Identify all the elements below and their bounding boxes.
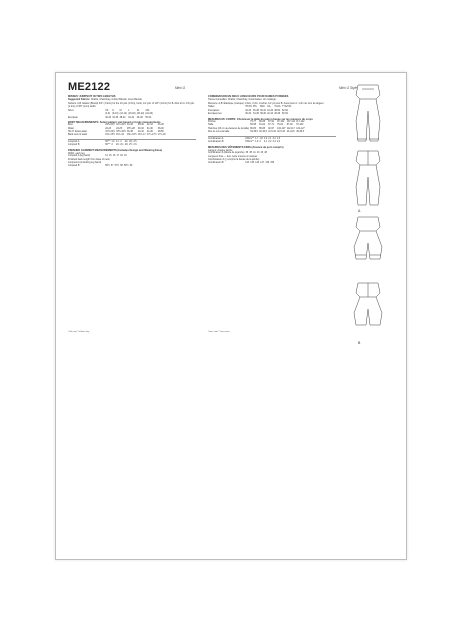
- table-row: Jumpsuit A (leg band) 14 15 16 17 18 19: [68, 155, 127, 158]
- jumpsuit-b-front-figure: [340, 213, 396, 279]
- table-row: Waist 22-23 24-25 26½-28 30-32 34-36 38-40: [68, 127, 164, 130]
- yardage-table-fr: [208, 138, 281, 145]
- table-row: Jumpsuit A 60"** 1¾ 1⅞ 2 2¼ 2⅜ 2½: [68, 140, 137, 143]
- brand-label-fr: Mimi G Style: [339, 86, 358, 90]
- table-row: Jumpsuit B 56½ 57 57½ 58 58½ 59: [68, 164, 133, 167]
- fabrics-en: Suggested Fabrics: Challis, Chambray, Cotton Blends, Linen Blends.: [68, 98, 143, 102]
- back-label-fr: Longueur finie — dos, cette mesure à marquer: [208, 155, 258, 159]
- jumpsuit-a-front-figure: [340, 81, 396, 147]
- finished-heading-fr: MESURES DES VÊTEMENTS FINIS (Aisance de port compris): [208, 145, 284, 149]
- footnote-fr: *avec sens **sans sens: [208, 331, 230, 333]
- pattern-number: ME2122: [68, 81, 111, 93]
- view-a-label: A: [358, 209, 361, 213]
- french-column: [208, 94, 336, 165]
- table-row: Combinaison A (bande de la jambe) 36 38 41 43 46 48: [208, 151, 267, 154]
- width-label-en: Width, each leg: [68, 151, 85, 155]
- table-row: Hip 9" below waist 31½-32½ 33½-34½ 36-38 40-42 44-46 48-50: [68, 131, 164, 133]
- table-row: Combinaison A 150cm** 1,7 1,8 1,9 2,1 2,2 2,3: [208, 137, 281, 140]
- finished-table-fr-2: [208, 161, 275, 164]
- footnote-en: *with nap **without nap: [68, 331, 90, 333]
- body-heading-fr: MESURES DU CORPS: Choisissez la taille du patron basée sur les mesures du corps: [208, 117, 313, 121]
- table-row: Tailles TP/XS P/S M/M G/L TG/XL TTG/XXL: [208, 106, 292, 109]
- sizes-table-fr: [208, 106, 293, 116]
- english-column: [68, 94, 196, 168]
- brand-label-en: Mimi G: [175, 86, 186, 90]
- view-b-label: B: [358, 341, 361, 345]
- body-table-fr: [208, 121, 306, 135]
- yardage-table-en: [68, 141, 138, 148]
- table-row: Françaises 32-34 36-38 40-42 44-46 48-50 52-54: [208, 109, 288, 112]
- finished-heading-en: FINISHED GARMENT MEASUREMENTS (Includes Design and Wearing Ease): [68, 148, 163, 152]
- heading-en: MISSES' JUMPSUIT IN TWO LENGTHS: [68, 95, 116, 98]
- fabrics-fr: Tissus Conseillés: Challis, Chambray, Cotonnades, Lin mélangé.: [208, 98, 277, 102]
- pattern-envelope-back: [55, 72, 407, 560]
- jumpsuit-b-front-drawing: [340, 213, 396, 277]
- jumpsuit-a-front-drawing: [340, 81, 396, 145]
- table-row: Européennes 30-32 34-36 38-40 42-44 46-48 50-52: [208, 113, 288, 116]
- table-row: Combinaison B 150cm** 1,9 2 2,1 2,2 2,3 2,4: [208, 141, 281, 144]
- jumpsuit-b-back-drawing: [340, 279, 396, 343]
- table-row: Combinaison B 143 145 146 147 149 150: [208, 161, 275, 164]
- table-row: Bust 29½-30½ 31½-32½ 34-36 38-40 42-44 46-48: [68, 124, 164, 127]
- divider: [208, 136, 336, 137]
- heading-fr: COMBINAISON EN DEUX LONGUEURS POUR DAMES PUISNEES: [208, 95, 289, 98]
- body-heading-en: BODY MEASUREMENTS: Select pattern size based on body measurements: [68, 120, 161, 124]
- table-row: Jumpsuit B 60"** 2 2⅛ 2¼ 2⅜ 2½ 2⅝: [68, 144, 137, 147]
- divider: [68, 139, 196, 140]
- notions-fr: Mercerie: A,B: Élastique (marque) 1,9cm, 0,3m, crochet, 1/2 yd pour B. Aussi pour A: 1,2m de 1cm de largeur.: [208, 102, 325, 106]
- body-table-en: [68, 124, 167, 138]
- jumpsuit-a-back-drawing: [340, 147, 396, 211]
- table-row: Back neck to waist 15¼-15½ 15¾-16 16¼-16½ 16¾-17 17¼-17½ 17¾-18: [68, 134, 166, 137]
- garment-illustrations: [340, 81, 396, 345]
- table-row: European 30-32 34-36 38-40 42-44 46-48 50-52: [68, 116, 152, 119]
- table-row: (4-6) (8-10) (12-14) (16-18) (20-22) (24-26): [105, 113, 153, 116]
- table-row: Sizes XS S M L XL XXL: [68, 109, 150, 112]
- table-row: Hanches (23 cm au-dessous de la taille) 80-83 85-88 92-97 102-107 112-117 122-127: [208, 127, 305, 130]
- jumpsuit-b-back-figure: [340, 279, 396, 345]
- table-row: Taille 56-58 61-64 67-71 76-81 87-92 97-102: [208, 124, 304, 127]
- table-row: Poitrine 75-77 80-83 87-92 97-102 107-112 117-122: [208, 120, 305, 123]
- width-label-fr: Largeur, chaque jambe: [208, 148, 233, 152]
- comb-a-band2-fr: Combinaison A (y compris la bande de la jambe): [208, 158, 260, 162]
- jump-a-ankle2-en: Jumpsuit A (including leg band): [68, 161, 102, 165]
- sizes-table-en: [68, 109, 154, 119]
- notions-en: Notions: A,B: Elastic (Brand) 3/4" (1.9cm) for the 19 yds. (0.3m), hook, 1/2 yds. of 1/8" (3.2cm) for B. Also for A: 1/8 yds. (1.2m) of 3/8" (1cm) width.: [68, 102, 195, 109]
- finished-back-en: Finished back length from base of neck: [68, 158, 110, 162]
- jumpsuit-a-back-figure: [340, 147, 396, 213]
- finished-table-en-2: [68, 165, 133, 168]
- table-row: Dos du cou à la taille 39-39,5 40-40,5 41,5-42 42,5-43 44-44,5 45-45,5: [208, 131, 304, 134]
